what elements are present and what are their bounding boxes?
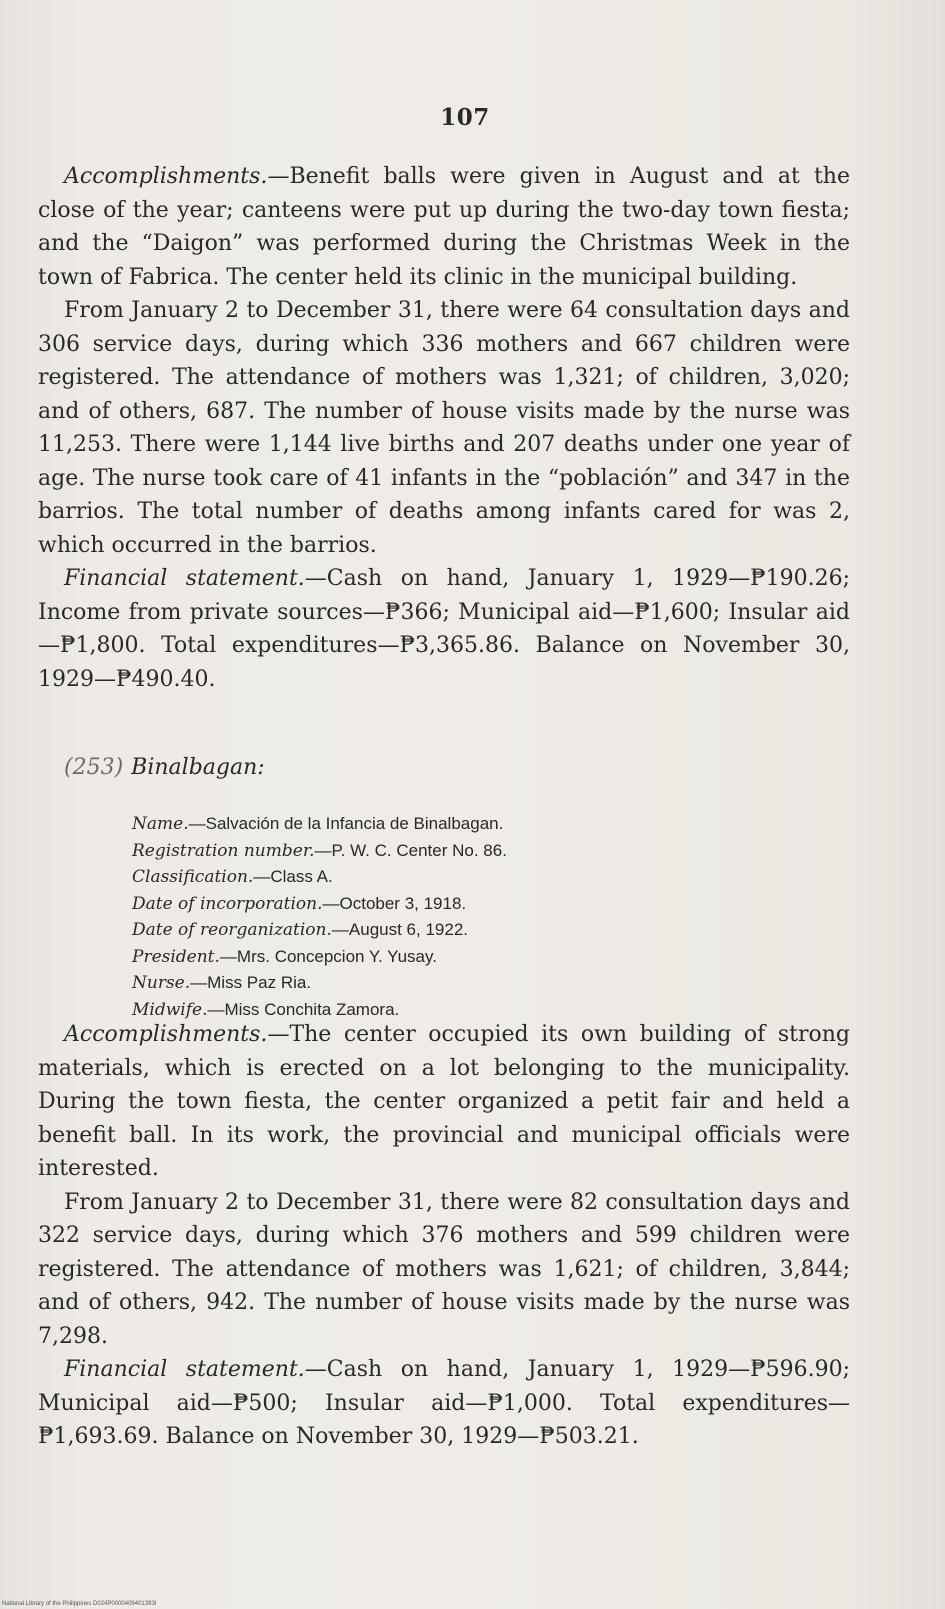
paragraph-accomplishments <box>38 1018 850 1186</box>
fabrica-section-text <box>38 160 850 696</box>
paragraph-accomplishments <box>38 160 850 294</box>
section-heading <box>64 755 265 780</box>
detail-value: —Class A. <box>253 867 333 886</box>
detail-value: —October 3, 1918. <box>322 893 467 913</box>
detail-row <box>132 864 752 891</box>
paragraph-financial-statement <box>38 562 850 696</box>
paragraph-statistics <box>38 1186 850 1354</box>
run-in-heading: Accomplishments. <box>64 164 268 189</box>
page-number: 107 <box>440 104 490 131</box>
paragraph-text: —Cash on hand, January 1, 1929—₱596.90; Municipal aid—₱500; Insular aid—₱1,000. Total expenditures—₱1,693.69. Balance on November 30, 1929—₱503.21. <box>38 1357 850 1449</box>
detail-row <box>132 917 752 944</box>
detail-label: Date of incorporation. <box>132 893 323 914</box>
run-in-heading: Financial statement. <box>64 566 305 591</box>
detail-row <box>132 891 752 918</box>
detail-row <box>132 970 752 997</box>
detail-row <box>132 944 752 971</box>
detail-label: Nurse. <box>132 973 191 993</box>
detail-label: Date of reorganization. <box>132 920 332 940</box>
detail-row <box>132 811 752 838</box>
detail-value: —P. W. C. Center No. 86. <box>314 840 507 860</box>
paragraph-text: —Cash on hand, January 1, 1929—₱190.26; Income from private sources—₱366; Municipal aid—₱1,600; Insular aid—₱1,800. Total expenditures—₱3,365.86. Balance on November 30, 1929—₱490.40. <box>38 566 850 692</box>
paragraph-text: From January 2 to December 31, there were 82 consultation days and 322 service days, during which 376 mothers and 599 children were registered. The attendance of mothers was 1,621; of children, 3,844; and of others, 942. The number of house visits made by the nurse was 7,298. <box>38 1189 850 1349</box>
detail-value: —Mrs. Concepcion Y. Yusay. <box>219 946 437 966</box>
detail-value: —Salvación de la Infancia de Binalbagan. <box>188 814 504 833</box>
detail-label: Name. <box>132 814 189 834</box>
detail-label: President. <box>132 946 220 967</box>
detail-row <box>132 838 752 865</box>
section-number: (253) <box>64 755 124 780</box>
run-in-heading: Accomplishments. <box>64 1022 268 1047</box>
run-in-heading: Financial statement. <box>64 1357 305 1382</box>
paragraph-statistics <box>38 294 850 562</box>
binalbagan-section-text <box>38 1018 850 1454</box>
detail-label: Classification. <box>132 867 254 887</box>
detail-label: Midwife. <box>132 999 208 1020</box>
detail-label: Registration number. <box>132 840 315 861</box>
archive-footer: National Library of the Philippines D024P0000409401393I <box>2 1601 157 1607</box>
paragraph-text: From January 2 to December 31, there were 64 consultation days and 306 service days, during which 336 mothers and 667 children were registered. The attendance of mothers was 1,321; of children, 3,020; and of others, 687. The number of house visits made by the nurse was 11,253. There were 1,144 live births and 207 deaths under one year of age. The nurse took care of 41 infants in the “población” and 347 in the barrios. The total number of deaths among infants cared for was 2, which occurred in the barrios. <box>38 298 850 558</box>
detail-value: —Miss Paz Ria. <box>190 973 312 992</box>
paragraph-text: —The center occupied its own building of strong materials, which is erected on a lot belonging to the municipality. During the town fiesta, the center organized a petit fair and held a benefit ball. In its work, the provincial and municipal officials were interested. <box>38 1022 850 1181</box>
paragraph-financial-statement <box>38 1353 850 1454</box>
detail-value: —Miss Conchita Zamora. <box>207 999 400 1019</box>
detail-value: —August 6, 1922. <box>331 920 468 939</box>
paragraph-text: —Benefit balls were given in August and at the close of the year; canteens were put up during the two-day town fiesta; and the “Daigon” was performed during the Christmas Week in the town of Fabrica. The center held its clinic in the municipal building. <box>38 164 850 290</box>
section-title: Binalbagan: <box>131 755 265 780</box>
center-details-list <box>132 811 752 1023</box>
